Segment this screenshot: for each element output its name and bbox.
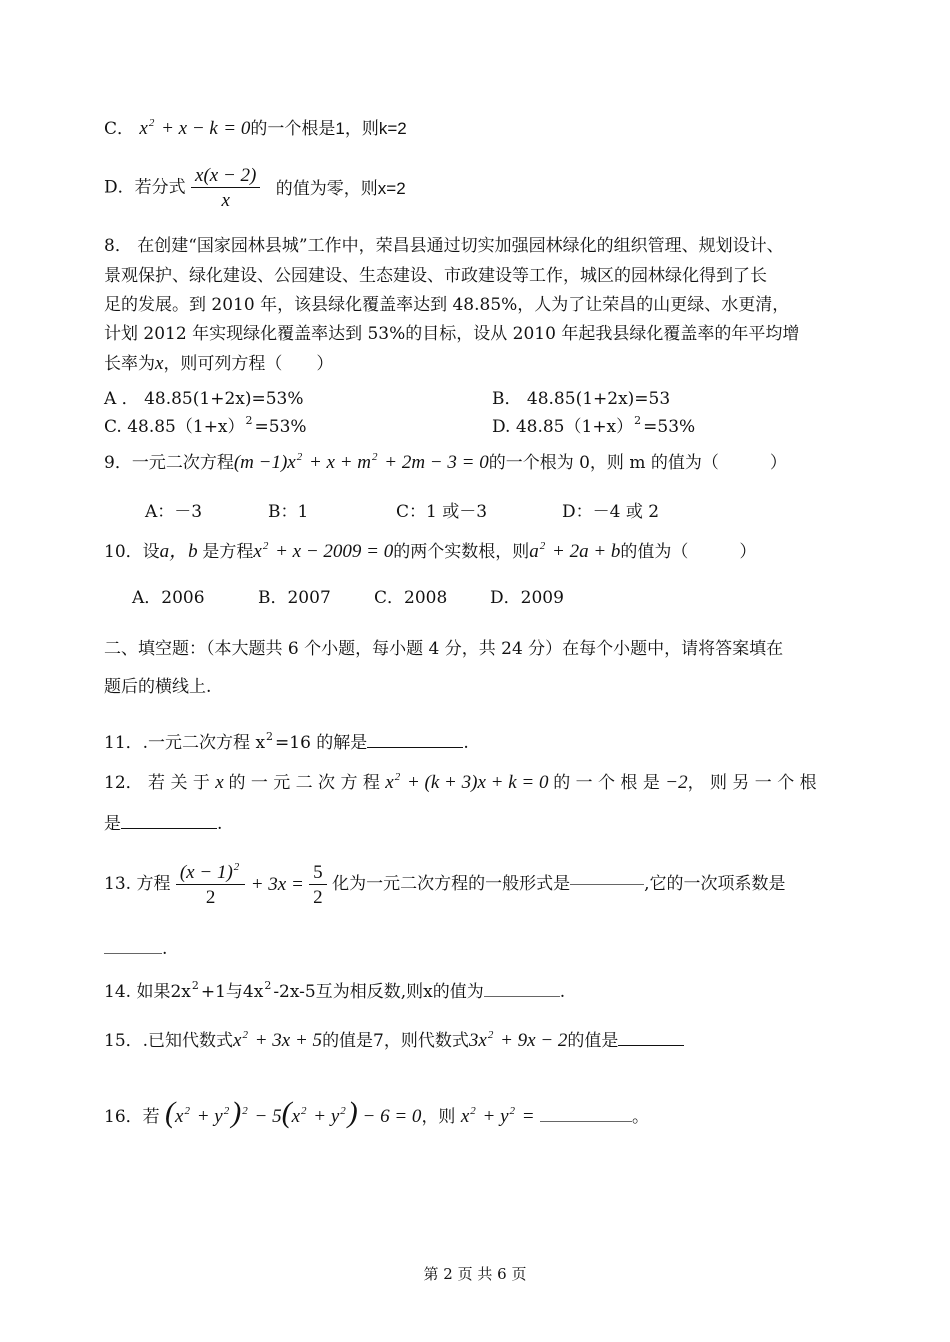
q16-equation: $(x^2 + y^2)^2 - 5(x^2 + y^2) - 6 = 0$ <box>165 1096 422 1129</box>
q10-option-c: C．2008 <box>374 588 448 608</box>
q12-suffix: ， 则 另 一 个 根 <box>687 773 817 793</box>
q13-answer-blank-1[interactable] <box>570 884 644 885</box>
q15-suffix: 的值是 <box>567 1031 619 1051</box>
q11-exp: 2 <box>266 730 274 743</box>
q14-answer-blank[interactable] <box>484 996 560 997</box>
q13-fraction-left <box>176 862 245 907</box>
q8-line-5-tail: ，则可列方程（ ） <box>163 354 334 374</box>
q12-line-2 <box>104 816 222 833</box>
q8-line-4: 计划 2012 年实现绿化覆盖率达到 53%的目标，设从 2010 年起我县绿化覆盖率的年平均增 <box>104 324 800 344</box>
q10-stem <box>104 541 756 561</box>
q14-exp-1: 2 <box>191 979 199 992</box>
q7-option-d-fraction <box>191 166 260 210</box>
q9-stem <box>104 452 787 472</box>
q8-option-d-pre: D. 48.85（1+x） <box>492 417 634 437</box>
q12-variable-x: x <box>215 772 229 793</box>
q9-option-c: C：1 或－3 <box>396 502 488 522</box>
q8-option-c <box>104 412 307 437</box>
q13-prefix: 13. 方程 <box>104 874 171 894</box>
q15-answer-blank[interactable] <box>618 1045 684 1046</box>
q12-prefix: 12． 若 关 于 <box>104 773 210 793</box>
q7-option-d-denominator: x <box>191 187 260 210</box>
q9-suffix: 的一个根为 0，则 m 的值为（ ） <box>488 453 787 473</box>
q8-option-c-exp: 2 <box>245 414 253 427</box>
q10-option-b: B．2007 <box>258 588 331 608</box>
q7-option-c-equation: $x^2 + x - k$ <box>139 117 218 139</box>
q7-option-c <box>104 118 407 138</box>
q7-option-d-text: 的值为零，则x=2 <box>275 178 406 198</box>
q12-mid2: 的 一 个 根 是 <box>553 773 660 793</box>
q16-answer-blank[interactable] <box>540 1121 632 1122</box>
q8-option-c-post: =53% <box>254 417 307 437</box>
q9-option-d: D：－4 或 2 <box>562 502 660 522</box>
q11-mid: =16 的解是 <box>275 733 368 753</box>
q7-option-d <box>104 166 406 210</box>
q8-option-d-exp: 2 <box>634 414 642 427</box>
q16-end: 。 <box>632 1107 650 1127</box>
q14-part-2: +1与4x <box>200 982 264 1002</box>
q15-mid: 的值是7，则代数式 <box>322 1031 469 1051</box>
q13-equation-middle: + 3x = <box>250 874 304 895</box>
q8-line-3: 足的发展。到 2010 年，该县绿化覆盖率达到 48.85%，人为了让荣昌的山更绿、水更清， <box>104 295 790 315</box>
q10-expression: $a^2 + 2a + b$ <box>529 540 621 562</box>
q16-target: $x^2 + y^2$ = <box>460 1105 535 1127</box>
q8-option-d-post: =53% <box>643 417 696 437</box>
q7-option-c-label: C． <box>104 119 135 139</box>
q13-answer-blank-2[interactable] <box>104 953 162 954</box>
q12-answer-blank[interactable] <box>121 828 217 829</box>
q13-numerator-text: (x − 1) <box>179 862 233 883</box>
q15-expression-2: $3x^2 + 9x - 2$ <box>468 1029 568 1051</box>
q12-stem <box>104 772 817 792</box>
q15-expression-1: $x^2 + 3x + 5$ <box>233 1029 323 1051</box>
q10-suffix: 的值为（ ） <box>620 542 757 562</box>
q9-option-b: B：1 <box>268 502 309 522</box>
q8-line-1: 8． 在创建“国家园林县城”工作中，荣昌县通过切实加强园林绿化的组织管理、规划设计、 <box>104 236 784 256</box>
q10-mid2: 的两个实数根，则 <box>393 542 530 562</box>
q10-equation: $x^2 + x - 2009 = 0$ <box>253 540 394 562</box>
q13-fraction-left-denominator: 2 <box>176 884 245 907</box>
q11-prefix: 11．.一元二次方程 x <box>104 733 266 753</box>
q9-option-a: A：－3 <box>145 502 203 522</box>
q8-line-5 <box>104 354 333 373</box>
q7-option-c-text: 的一个根是1，则k=2 <box>250 119 407 138</box>
q13-fraction-right-numerator: 5 <box>313 861 323 883</box>
q11-answer-blank[interactable] <box>367 747 463 748</box>
q14-part-3: -2x-5互为相反数,则x的值为 <box>273 982 484 1002</box>
q13-mid2: ,它的一次项系数是 <box>644 874 786 894</box>
q12-end: . <box>217 814 223 834</box>
q14-end: . <box>559 982 566 1002</box>
q11-end: . <box>463 733 469 753</box>
q7-option-d-numerator: x(x − 2) <box>195 165 257 186</box>
q12-equation: $x^2 + (k + 3)x + k = 0$ <box>385 771 554 793</box>
q9-prefix: 9．一元二次方程 <box>104 453 234 473</box>
q13-mid: 化为一元二次方程的一般形式是 <box>332 874 571 894</box>
q14-prefix: 14. 如果2x <box>104 982 191 1002</box>
q14-exp-2: 2 <box>264 979 272 992</box>
section-2-heading: 二、填空题：（本大题共 6 个小题，每小题 4 分，共 24 分）在每个小题中，请将答案填在 <box>104 639 784 659</box>
q13-fraction-right <box>309 863 327 907</box>
q16-stem <box>104 1098 649 1128</box>
q13-end: . <box>162 939 168 959</box>
q11-stem <box>104 731 469 752</box>
q13-fraction-right-denominator: 2 <box>309 884 327 907</box>
q8-line-5-text: 长率为 <box>104 354 155 374</box>
section-2-heading-line-2: 题后的横线上. <box>104 677 212 697</box>
q13-stem <box>104 862 785 907</box>
q10-vars: a，b <box>159 541 203 562</box>
page-footer: 第 2 页 共 6 页 <box>423 1265 527 1283</box>
q16-mid: ，则 <box>421 1107 456 1127</box>
q8-option-a: A ． 48.85(1+2x)=53% <box>104 389 304 409</box>
q7-option-c-equals: = 0 <box>223 118 251 139</box>
q12-root: −2 <box>665 772 688 793</box>
q8-option-d <box>492 412 695 437</box>
q13-line-2 <box>104 941 167 958</box>
q15-prefix: 15．.已知代数式 <box>104 1031 234 1051</box>
q8-line-2: 景观保护、绿化建设、公园建设、生态建设、市政建设等工作，城区的园林绿化得到了长 <box>104 266 767 286</box>
q9-equation: $(m -1)x^2 + x + m^2 + 2m - 3 = 0$ <box>233 451 489 473</box>
q12-mid: 的 一 元 二 次 方 程 <box>228 773 380 793</box>
q8-variable-x: x <box>155 353 164 374</box>
q10-prefix: 10．设 <box>104 542 160 562</box>
q12-line-2-text: 是 <box>104 814 121 834</box>
q10-option-a: A．2006 <box>132 588 205 608</box>
q15-stem <box>104 1030 684 1050</box>
q8-option-b: B． 48.85(1+2x)=53 <box>492 389 671 409</box>
q14-stem <box>104 980 565 1001</box>
q10-mid: 是方程 <box>202 542 254 562</box>
q10-option-d: D．2009 <box>490 588 564 608</box>
q8-option-c-pre: C. 48.85（1+x） <box>104 417 245 437</box>
q13-fraction-left-numerator: $(x - 1)^2$ <box>179 861 240 883</box>
q16-prefix: 16．若 <box>104 1107 160 1127</box>
q7-option-d-label: D．若分式 <box>104 177 186 198</box>
